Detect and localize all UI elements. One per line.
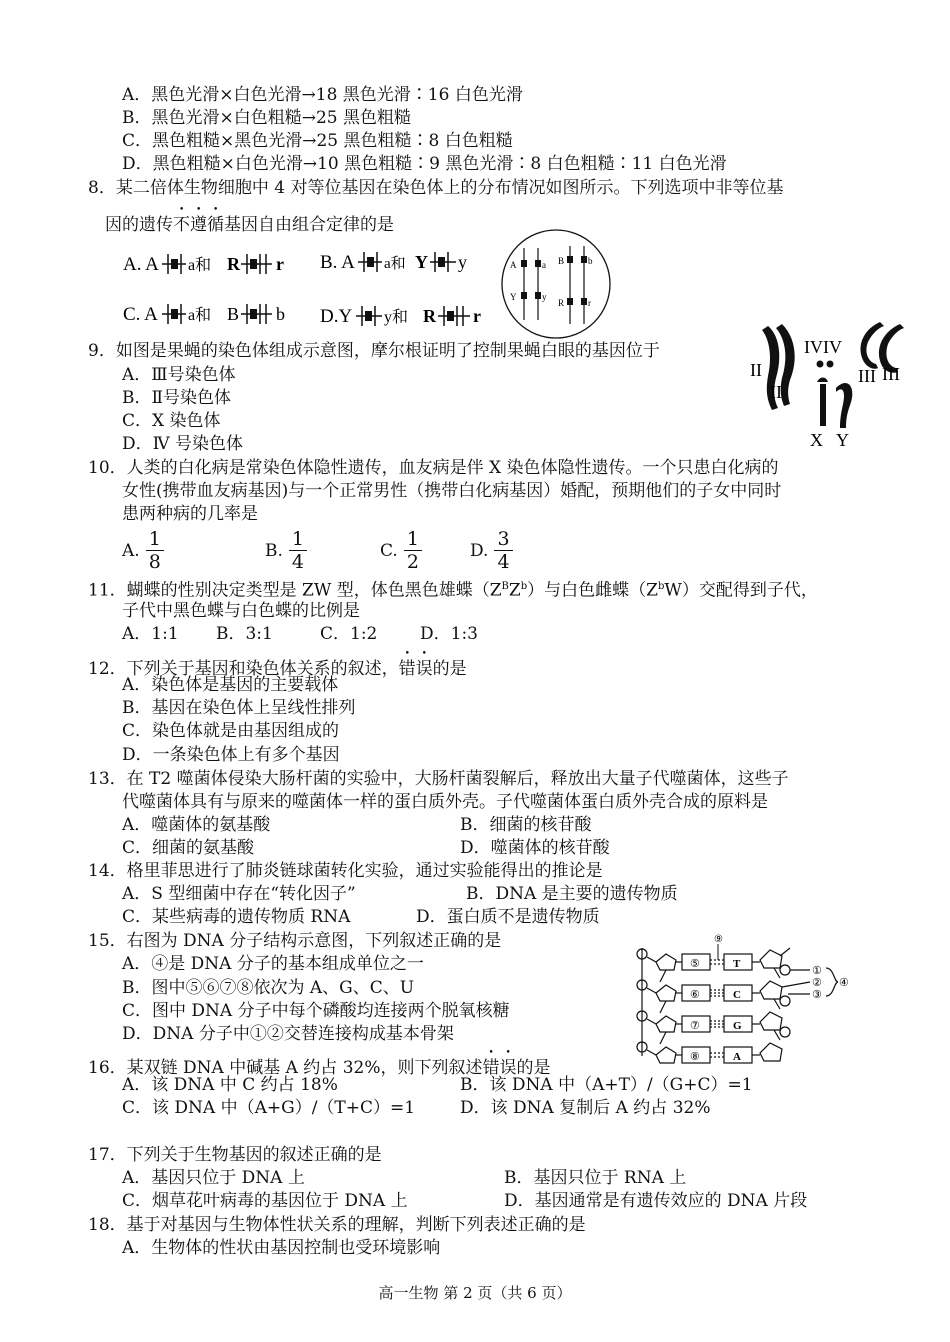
q12-stem: 12．下列关于基因和染色体关系的叙述，错误的是 (88, 659, 467, 679)
q16-stem: 16．某双链 DNA 中碱基 A 约占 32%，则下列叙述错误的是 (88, 1058, 551, 1078)
q15-mark-1: ① (812, 965, 822, 977)
q14-option-a: A．S 型细菌中存在“转化因子” (122, 884, 356, 904)
q15-fig-left-7: ⑦ (690, 1020, 700, 1032)
q11-stem-line1: 11．蝴蝶的性别决定类型是 ZW 型，体色黑色雄蝶$(Z^BZ^b)$与白色雌蝶$(Z^bW)$交配得到子代， (88, 580, 818, 601)
q10-option-c: C. $\frac{1}{2}$ (380, 528, 422, 573)
q15-option-b: B．图中⑤⑥⑦⑧依次为 A、G、C、U (122, 978, 415, 998)
q11-option-a: A．1:1 (122, 624, 179, 644)
q15-fig-base-a: A (733, 1051, 741, 1063)
q12-option-a: A．染色体是基因的主要载体 (122, 675, 339, 695)
q16-option-c: C．该 DNA 中（A+G）/（T+C）=1 (122, 1098, 416, 1118)
q8-cell-label-r: r (588, 298, 591, 308)
q15-fig-left-6: ⑥ (690, 989, 700, 1001)
q12-option-c: C．染色体就是由基因组成的 (122, 721, 340, 741)
q9-option-d: D．Ⅳ 号染色体 (122, 434, 244, 454)
q15-fig-base-t: T (733, 958, 741, 970)
q10-stem-line1: 10．人类的白化病是常染色体隐性遗传，血友病是伴 X 染色体隐性遗传。一个只患白化病的 (88, 458, 779, 478)
q10-option-d: D. $\frac{3}{4}$ (470, 528, 513, 573)
q13-option-a: A．噬菌体的氨基酸 (122, 815, 271, 835)
q13-stem-line2: 代噬菌体具有与原来的噬菌体一样的蛋白质外壳。子代噬菌体蛋白质外壳合成的原料是 (122, 792, 768, 812)
q10-stem-line3: 患两种病的几率是 (122, 504, 258, 524)
q9-option-a: A．Ⅲ号染色体 (122, 365, 236, 385)
q7-option-c: C．黑色粗糙×黑色光滑→25 黑色粗糙∶8 白色粗糙 (122, 131, 513, 151)
q8-optA-pair: a和 (188, 257, 212, 274)
q8-optA-gene3: r (276, 254, 284, 274)
q8-cell-label-A: A (510, 260, 517, 270)
q15-mark-9: ⑨ (714, 934, 723, 945)
q17-option-c: C．烟草花叶病毒的基因位于 DNA 上 (122, 1191, 408, 1211)
q10-stem-line2: 女性(携带血友病基因)与一个正常男性（携带白化病基因）婚配，预期他们的子女中同时 (122, 481, 782, 501)
q8-optA-label: A. A (123, 254, 159, 275)
q8-optD-gene2: R (423, 306, 436, 326)
q12-emphasis: 错误 (398, 659, 433, 679)
q9-stem: 9．如图是果蝇的染色体组成示意图，摩尔根证明了控制果蝇白眼的基因位于 (88, 341, 660, 361)
q8-cell-label-Y: Y (510, 292, 517, 302)
q8-cell-label-R: R (558, 298, 565, 308)
q13-option-b: B．细菌的核苷酸 (460, 815, 592, 835)
q17-option-d: D．基因通常是有遗传效应的 DNA 片段 (504, 1191, 808, 1211)
q9-label-ii-left: II (750, 360, 762, 380)
q14-option-d: D．蛋白质不是遗传物质 (416, 907, 600, 927)
q8-optB-gene3: y (458, 252, 467, 272)
q8-gene-options-figure (120, 240, 500, 335)
page-footer: 高一生物 第 2 页（共 6 页） (378, 1284, 572, 1302)
q18-option-a: A．生物体的性状由基因控制也受环境影响 (122, 1238, 441, 1258)
q15-mark-3: ③ (812, 989, 822, 1001)
q8-optC-label: C. A (123, 304, 158, 325)
q14-option-b: B．DNA 是主要的遗传物质 (466, 884, 678, 904)
q9-label-iv: IVIV (804, 337, 842, 357)
q15-option-d: D．DNA 分子中①②交替连接构成基本骨架 (122, 1024, 454, 1044)
q17-option-a: A．基因只位于 DNA 上 (122, 1168, 305, 1188)
q9-drosophila-chromosome-figure (740, 318, 910, 453)
q8-cell-label-B: B (558, 256, 565, 266)
q12-option-d: D．一条染色体上有多个基因 (122, 745, 340, 765)
q8-optC-gene3: b (276, 304, 285, 324)
q8-cell-label-y: y (542, 292, 547, 302)
q9-option-b: B．Ⅱ号染色体 (122, 388, 232, 408)
q11-stem-line2: 子代中黑色蝶与白色蝶的比例是 (122, 601, 360, 621)
q8-emphasis: 不遵循 (173, 215, 224, 235)
q15-mark-2: ② (812, 977, 822, 989)
q8-optD-pair: y和 (384, 309, 409, 326)
q8-optD-label: D.Y (320, 306, 353, 327)
q8-optD-gene3: r (473, 306, 481, 326)
q9-label-y: Y (836, 430, 849, 450)
q9-label-ii-bottom: II (770, 382, 782, 402)
q17-stem: 17．下列关于生物基因的叙述正确的是 (88, 1145, 382, 1165)
q8-optC-gene2: B (227, 304, 240, 324)
q8-cell-label-a: a (542, 260, 546, 270)
q12-option-b: B．基因在染色体上呈线性排列 (122, 698, 356, 718)
q14-option-c: C．某些病毒的遗传物质 RNA (122, 907, 351, 927)
q14-stem: 14．格里菲思进行了肺炎链球菌转化实验，通过实验能得出的推论是 (88, 861, 603, 881)
q11-option-b: B．3:1 (216, 624, 273, 644)
q8-stem-line1: 8．某二倍体生物细胞中 4 对等位基因在染色体上的分布情况如图所示。下列选项中非等位基 (88, 178, 784, 198)
q9-label-iii-left: III (858, 366, 876, 386)
q15-option-c: C．图中 DNA 分子中每个磷酸均连接两个脱氧核糖 (122, 1001, 510, 1021)
q16-option-b: B．该 DNA 中（A+T）/（G+C）=1 (460, 1075, 753, 1095)
q9-option-c: C．X 染色体 (122, 411, 221, 431)
q8-cell-label-b: b (588, 256, 593, 266)
q16-option-a: A．该 DNA 中 C 约占 18% (122, 1075, 338, 1095)
q7-option-b: B．黑色光滑×白色粗糙→25 黑色粗糙 (122, 108, 412, 128)
q18-stem: 18．基于对基因与生物体性状关系的理解，判断下列表述正确的是 (88, 1215, 586, 1235)
q15-fig-left-8: ⑧ (690, 1051, 700, 1063)
q10-option-b: B. $\frac{1}{4}$ (265, 528, 307, 573)
q8-cell-diagram (500, 228, 612, 340)
q7-option-a: A．黑色光滑×白色光滑→18 黑色光滑∶16 白色光滑 (122, 85, 523, 105)
q8-stem-line2: 因的遗传不遵循基因自由组合定律的是 (105, 215, 394, 235)
q15-fig-base-g: G (733, 1020, 742, 1032)
q9-label-iii-right: III (882, 364, 900, 384)
q15-fig-base-c: C (733, 989, 741, 1001)
q7-option-d: D．黑色粗糙×白色光滑→10 黑色粗糙∶9 黑色光滑∶8 白色粗糙∶11 白色光滑 (122, 154, 727, 174)
q13-option-d: D．噬菌体的核苷酸 (460, 838, 610, 858)
q16-emphasis: 错误 (482, 1058, 517, 1078)
q13-option-c: C．细菌的氨基酸 (122, 838, 255, 858)
q13-stem-line1: 13．在 T2 噬菌体侵染大肠杆菌的实验中，大肠杆菌裂解后，释放出大量子代噬菌体，这些子 (88, 769, 789, 789)
q8-optC-pair: a和 (188, 307, 212, 324)
q11-option-c: C．1:2 (320, 624, 378, 644)
q15-mark-4: ④ (839, 977, 849, 989)
q9-label-x: X (810, 430, 823, 450)
q11-option-d: D．1:3 (420, 624, 478, 644)
q8-optB-pair: a和 (384, 256, 406, 272)
q8-optB-gene2: Y (415, 252, 428, 272)
q8-optB-label: B. A (320, 252, 355, 273)
q15-fig-left-5: ⑤ (690, 958, 700, 970)
q15-stem: 15．右图为 DNA 分子结构示意图，下列叙述正确的是 (88, 931, 502, 951)
q17-option-b: B．基因只位于 RNA 上 (504, 1168, 687, 1188)
q10-option-a: A. $\frac{1}{8}$ (122, 528, 164, 573)
q15-option-a: A．④是 DNA 分子的基本组成单位之一 (122, 954, 424, 974)
q8-optA-gene2: R (227, 254, 240, 274)
q16-option-d: D．该 DNA 复制后 A 约占 32% (460, 1098, 711, 1118)
q15-dna-structure-figure (630, 932, 852, 1072)
